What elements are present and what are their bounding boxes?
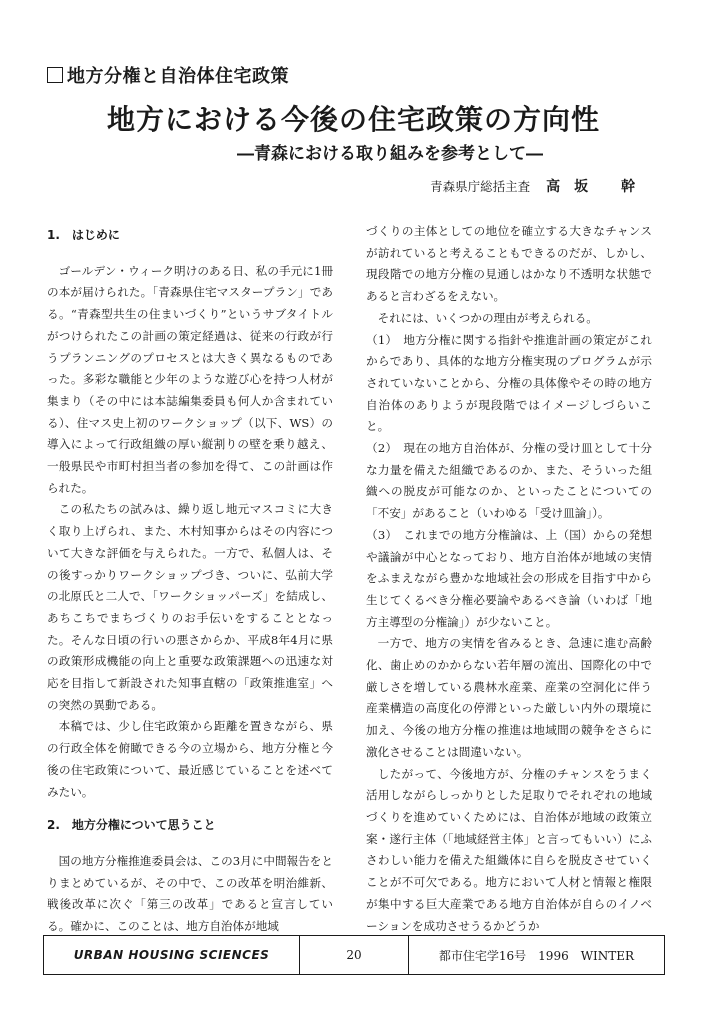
- article-subtitle: ―青森における取り組みを参考として―: [237, 144, 543, 164]
- footer-journal-name: URBAN HOUSING SCIENCES: [44, 936, 300, 974]
- footer-issue: 都市住宅学16号 1996 WINTER: [438, 948, 635, 963]
- right-column: [366, 221, 652, 937]
- paragraph: 本稿では、少し住宅政策から距離を置きながら、県の行政全体を俯瞰できる今の立場から、地方分権と今後の住宅政策について、最近感じていることを述べてみたい。: [47, 719, 333, 799]
- series-label: [47, 62, 289, 88]
- article-title: 地方における今後の住宅政策の方向性: [106, 103, 600, 136]
- paragraph: この私たちの試みは、繰り返し地元マスコミに大きく取り上げられ、また、木村知事からはその内容について大きな評価を与えられた。一方で、私個人は、その後すっかりワークショップづき、ついに、弘前大学の北原氏と二人で、「ワークショッパーズ」を結成し、あちこちでまちづくりのお手伝いをすることとなった。そんな日頃の行いの悪さからか、平成8年4月に県の政策形成機能の向上と重要な政策課題への迅速な対応を目指して新設された知事直轄の「政策推進室」への突然の異動である。: [47, 502, 333, 712]
- paragraph-continuation: づくりの主体としての地位を確立する大きなチャンスが訪れていると考えることもできるのだが、しかし、現段階での地方分権の見通しはかなり不透明な状態であると言わざるをえない。: [366, 224, 652, 304]
- page-footer: [43, 935, 665, 975]
- square-box-icon: [47, 67, 63, 83]
- paragraph: したがって、今後地方が、分権のチャンスをうまく活用しながらしっかりとした足取りでそれぞれの地域づくりを進めていくためには、自治体が地域の政策立案・遂行主体（「地域経営主体」と言ってもいい）にふさわしい能力を備えた組織体に自らを脱皮させていくことが不可欠である。地方において人材と情報と権限が集中する巨大産業である地方自治体が自らのイノベーションを成功させうるかどうか: [366, 766, 652, 933]
- list-item: （2） 現在の地方自治体が、分権の受け皿として十分な力量を備えた組織であるのか、また、そういった組織への脱皮が可能なのか、といったことについての「不安」があること（いわゆる「受け皿論」）。: [366, 441, 652, 521]
- paragraph: 一方で、地方の実情を省みるとき、急速に進む高齢化、歯止めのかからない若年層の流出、国際化の中で厳しさを増している農林水産業、産業の空洞化に伴う産業構造の高度化の停滞といった厳しい内外の環境に加え、今後の地方分権の推進は地域間の競争をさらに激化させることは間違いない。: [366, 636, 652, 759]
- paragraph: 国の地方分権推進委員会は、この3月に中間報告をとりまとめているが、その中で、この改革を明治維新、戦後改革に次ぐ「第三の改革」であると宣言している。確かに、このことは、地方自治体が地域: [47, 853, 333, 934]
- section-heading-2: 2. 地方分権について思うこと: [47, 818, 216, 833]
- footer-page-number: 20: [300, 936, 409, 974]
- series-label-text: 地方分権と自治体住宅政策: [67, 66, 289, 87]
- left-column: [47, 221, 333, 938]
- author-line: [430, 176, 649, 196]
- list-item: （3） これまでの地方分権論は、上（国）からの発想や議論が中心となっており、地方自治体が地域の実情をふまえながら豊かな地域社会の形成を目指す中から生じてくるべき分権必要論やあるべき論（いわば「地方主導型の分権論」）が少ないこと。: [366, 527, 652, 629]
- paragraph: ゴールデン・ウィーク明けのある日、私の手元に1冊の本が届けられた。「青森県住宅マスタープラン」である。“青森型共生の住まいづくり”というサブタイトルがつけられたこの計画の策定経過は、従来の行政が行うプランニングのプロセスとは大きく異なるものであった。多彩な職能と少年のような遊び心を持つ人材が集まり（その中には本誌編集委員も何人か含まれている）、住マス史上初のワークショップ（以下、WS）の導入によって行政組織の厚い縦割りの壁を乗り越え、一般県民や市町村担当者の参加を得て、この計画は作られた。: [47, 263, 333, 495]
- author-affiliation: 青森県庁総括主査: [430, 179, 531, 194]
- section-heading-1: 1. はじめに: [47, 228, 120, 242]
- list-item: （1） 地方分権に関する指針や推進計画の策定がこれからであり、具体的な地方分権実現のプログラムが示されていないことから、分権の具体像やその時の地方自治体のありようが現段階ではイメージしづらいこと。: [366, 332, 652, 434]
- paragraph: それには、いくつかの理由が考えられる。: [377, 310, 598, 325]
- author-name: 高坂 幹: [546, 179, 649, 195]
